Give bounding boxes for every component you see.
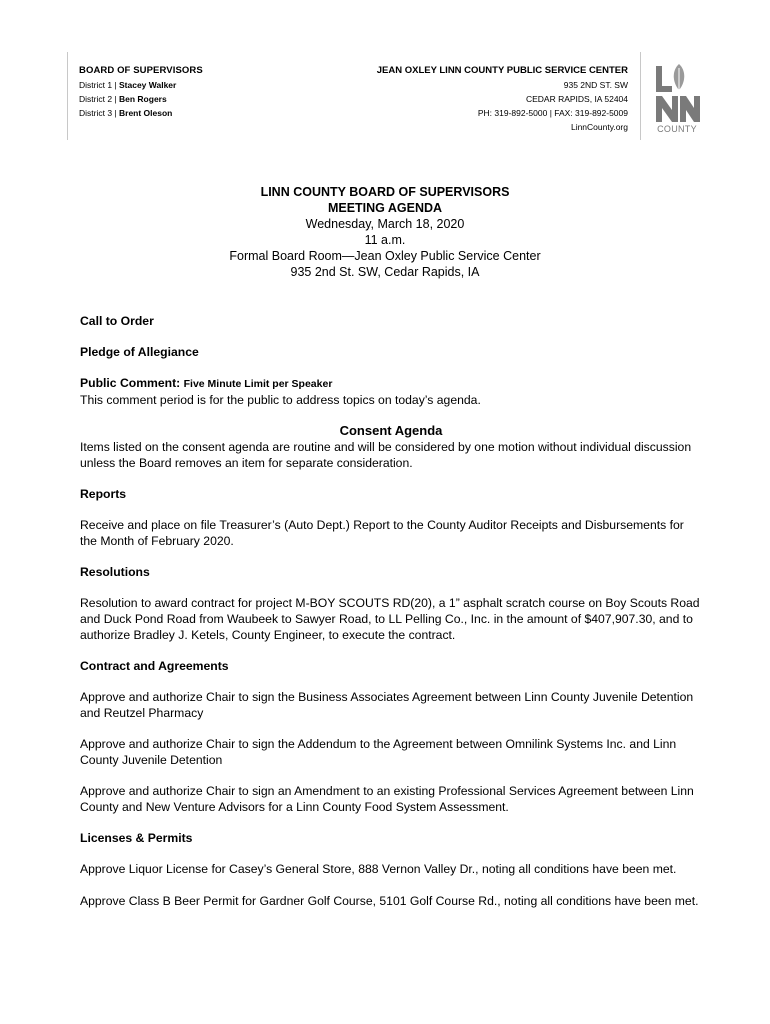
- address-line-2: CEDAR RAPIDS, IA 52404: [525, 94, 628, 104]
- board-title: BOARD OF SUPERVISORS: [79, 65, 203, 76]
- divider-left: [67, 52, 68, 140]
- phone-fax: PH: 319-892-5000 | FAX: 319-892-5009: [477, 108, 628, 118]
- agenda-body: [80, 313, 702, 910]
- reports-item: Receive and place on file Treasurer’s (Auto Dept.) Report to the County Auditor Receipts and Disbursements for the Month of February 2020.: [80, 518, 684, 548]
- consent-agenda-title: Consent Agenda: [339, 423, 443, 438]
- contracts-item: Approve and authorize Chair to sign the Addendum to the Agreement between Omnilink Systems Inc. and Linn County Juvenile Detention: [80, 737, 677, 767]
- district-3: District 3 | Brent Oleson: [79, 108, 173, 118]
- public-comment-text: This comment period is for the public to address topics on today’s agenda.: [80, 393, 481, 407]
- logo-county-word: COUNTY: [657, 124, 697, 134]
- meeting-address: 935 2nd St. SW, Cedar Rapids, IA: [290, 265, 480, 279]
- service-center-title: JEAN OXLEY LINN COUNTY PUBLIC SERVICE CENTER: [376, 65, 628, 76]
- reports-heading: Reports: [80, 487, 127, 501]
- public-comment-heading: Public Comment: Five Minute Limit per Speaker: [80, 376, 333, 390]
- meeting-date: Wednesday, March 18, 2020: [305, 217, 465, 231]
- website: LinnCounty.org: [570, 122, 628, 132]
- service-center-block: [377, 64, 628, 134]
- meeting-location: Formal Board Room—Jean Oxley Public Service Center: [229, 249, 541, 263]
- licenses-item: Approve Class B Beer Permit for Gardner Golf Course, 5101 Golf Course Rd., noting all conditions have been met.: [80, 894, 699, 908]
- letterhead: [67, 52, 709, 140]
- call-to-order: Call to Order: [80, 314, 154, 328]
- logo-letters-graphic: [652, 60, 702, 124]
- heading-title-1: LINN COUNTY BOARD OF SUPERVISORS: [260, 185, 510, 199]
- linn-county-logo: [652, 60, 702, 134]
- consent-agenda-text: Items listed on the consent agenda are routine and will be considered by one motion without individual discussion unless the Board removes an item for separate consideration.: [80, 440, 692, 470]
- contracts-item: Approve and authorize Chair to sign the Business Associates Agreement between Linn County Juvenile Detention and Reutzel Pharmacy: [80, 690, 694, 720]
- meeting-time: 11 a.m.: [364, 233, 406, 247]
- divider-right: [640, 52, 641, 140]
- resolutions-heading: Resolutions: [80, 565, 150, 579]
- resolutions-item: Resolution to award contract for project M-BOY SCOUTS RD(20), a 1” asphalt scratch course on Boy Scouts Road and Duck Pond Road from Waubeek to Sawyer Road, to LL Pelling Co., Inc. in the amount of $407,907.30, and to authorize Bradley J. Ketels, County Engineer, to execute the contract.: [80, 596, 700, 642]
- contracts-item: Approve and authorize Chair to sign an Amendment to an existing Professional Services Agreement between Linn County and New Venture Advisors for a Linn County Food System Assessment.: [80, 784, 694, 814]
- address-line-1: 935 2ND ST. SW: [563, 80, 628, 90]
- licenses-item: Approve Liquor License for Casey’s General Store, 888 Vernon Valley Dr., noting all conditions have been met.: [80, 862, 677, 876]
- contracts-heading: Contract and Agreements: [80, 659, 229, 673]
- pledge-of-allegiance: Pledge of Allegiance: [80, 345, 199, 359]
- agenda-heading: [0, 184, 770, 280]
- licenses-heading: Licenses & Permits: [80, 831, 193, 845]
- heading-title-2: MEETING AGENDA: [327, 201, 443, 215]
- supervisors-block: [79, 64, 203, 120]
- district-1: District 1 | Stacey Walker: [79, 80, 177, 90]
- district-2: District 2 | Ben Rogers: [79, 94, 167, 104]
